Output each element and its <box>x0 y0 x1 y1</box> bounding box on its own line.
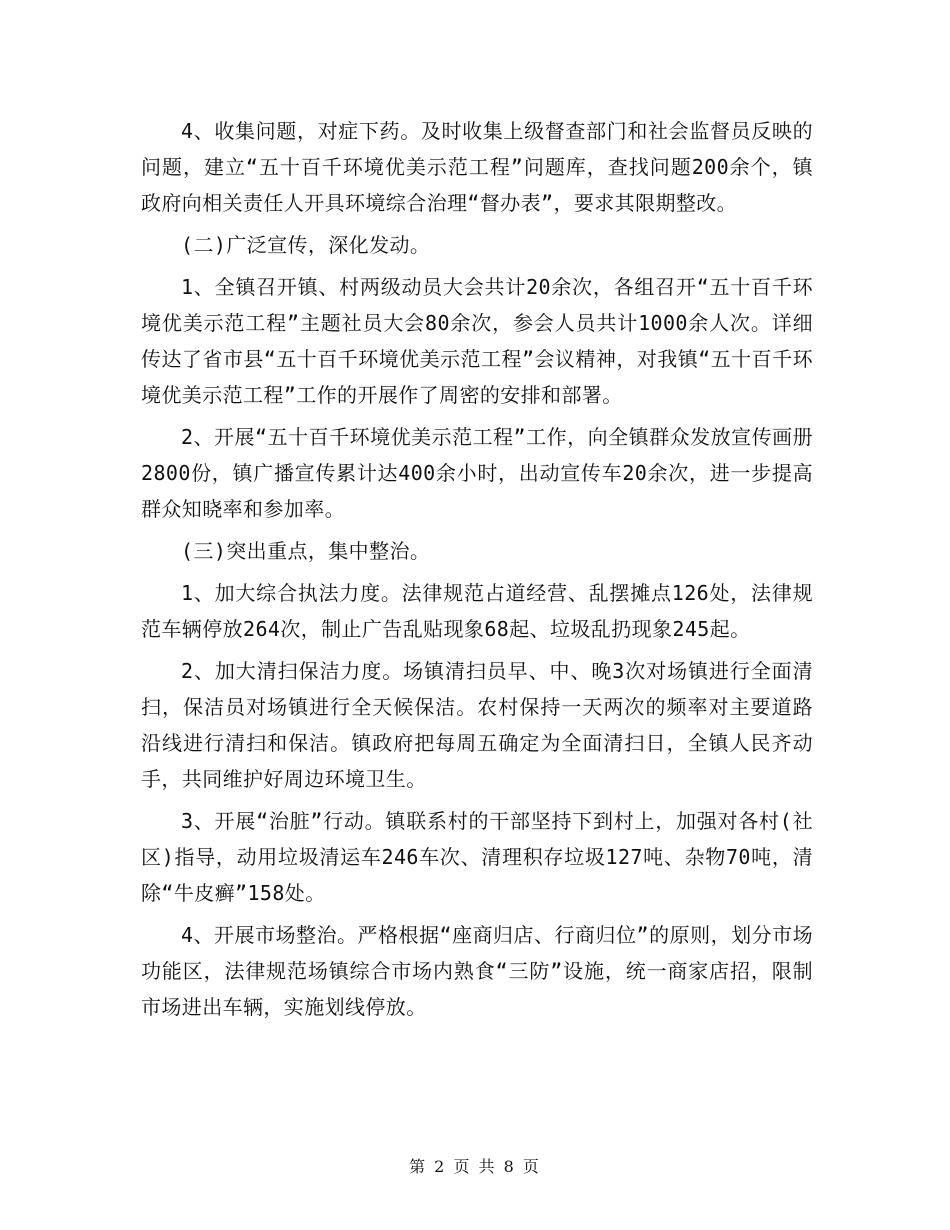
paragraph-publicity-work: 2、开展“五十百千环境优美示范工程”工作，向全镇群众发放宣传画册2800份，镇广播宣传累计达400余小时，出动宣传车20余次，进一步提高群众知晓率和参加率。 <box>141 425 813 521</box>
paragraph-collect-problems: 4、收集问题，对症下药。及时收集上级督查部门和社会监督员反映的问题，建立“五十百千环境优美示范工程”问题库，查找问题200余个，镇政府向相关责任人开具环境综合治理“督办表”，要求其限期整改。 <box>141 119 813 215</box>
paragraph-market-rectification: 4、开展市场整治。严格根据“座商归店、行商归位”的原则，划分市场功能区，法律规范场镇综合市场内熟食“三防”设施，统一商家店招，限制市场进出车辆，实施划线停放。 <box>141 923 813 1019</box>
paragraph-law-enforcement: 1、加大综合执法力度。法律规范占道经营、乱摆摊点126处，法律规范车辆停放264次，制止广告乱贴现象68起、垃圾乱扔现象245起。 <box>141 581 813 641</box>
document-body <box>141 113 813 1031</box>
page-number-footer: 第 2 页 共 8 页 <box>409 1157 541 1176</box>
section-heading-rectification: (三)突出重点，集中整治。 <box>181 539 431 563</box>
paragraph-cleaning: 2、加大清扫保洁力度。场镇清扫员早、中、晚3次对场镇进行全面清扫，保洁员对场镇进行全天候保洁。农村保持一天两次的频率对主要道路沿线进行清扫和保洁。镇政府把每周五确定为全面清扫日，全镇人民齐动手，共同维护好周边环境卫生。 <box>141 659 813 791</box>
section-heading-publicity: (二)广泛宣传，深化发动。 <box>181 233 431 257</box>
paragraph-anti-dirt-action: 3、开展“治脏”行动。镇联系村的干部坚持下到村上，加强对各村(社区)指导，动用垃圾清运车246车次、清理积存垃圾127吨、杂物70吨，清除“牛皮癣”158处。 <box>141 809 813 905</box>
paragraph-mobilization-meetings: 1、全镇召开镇、村两级动员大会共计20余次，各组召开“五十百千环境优美示范工程”主题社员大会80余次，参会人员共计1000余人次。详细传达了省市县“五十百千环境优美示范工程”会议精神，对我镇“五十百千环境优美示范工程”工作的开展作了周密的安排和部署。 <box>141 275 813 407</box>
